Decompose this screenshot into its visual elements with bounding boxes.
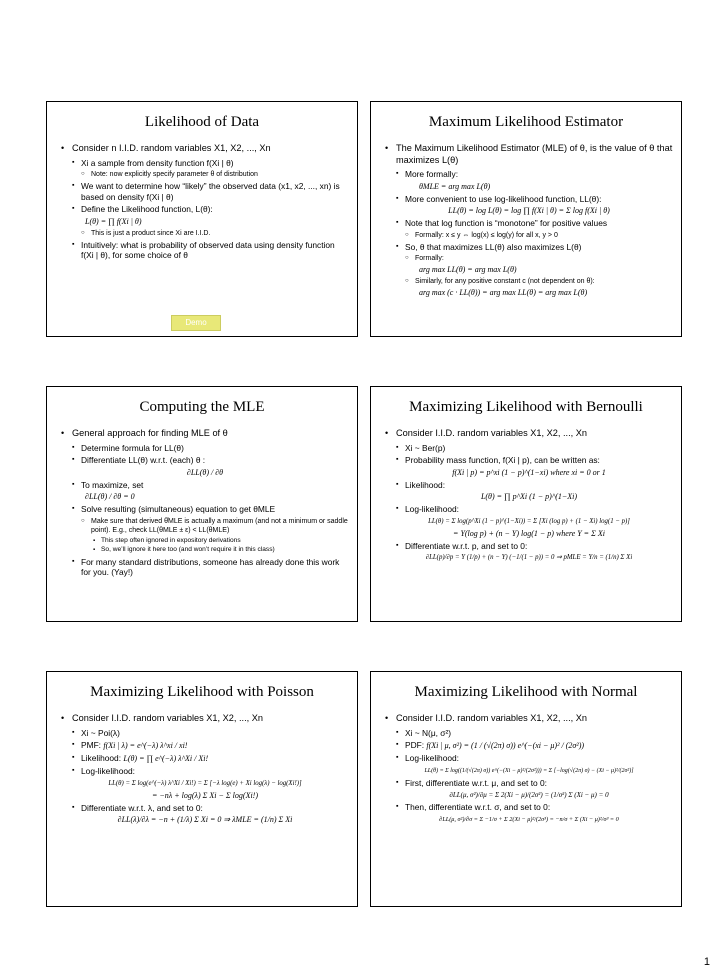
bullet: ▪ Differentiate w.r.t. λ, and set to 0: bbox=[61, 803, 349, 814]
equation: f(Xi | p) = p^xi (1 − p)^(1−xi) where xi = 0 or 1 bbox=[452, 467, 606, 477]
bullet: • Consider n I.I.D. random variables X1, X2, ..., Xn bbox=[61, 143, 349, 155]
slide-normal bbox=[370, 671, 682, 907]
bullet bbox=[61, 753, 349, 764]
bullet: ▪ So, θ that maximizes LL(θ) also maximizes L(θ) bbox=[385, 242, 673, 253]
bullet: ○ Similarly, for any positive constant c (not dependent on θ): bbox=[385, 277, 673, 286]
bullet: ▪ We want to determine how “likely” the observed data (x1, x2, ..., xn) is based on density f(Xi | θ) bbox=[61, 181, 349, 202]
slide-computing-the-mle bbox=[46, 386, 358, 622]
equation: L(θ) = ∏ f(Xi | θ) bbox=[85, 216, 142, 226]
equation: LL(θ) = Σ log(p^Xi (1 − p)^(1−Xi)) = Σ [Xi (log p) + (1 − Xi) log(1 − p)] bbox=[428, 517, 630, 525]
bullet: ○ Formally: x ≤ y ⇔ log(x) ≤ log(y) for all x, y > 0 bbox=[385, 231, 673, 240]
bullet: ▪ Intuitively: what is probability of observed data using density function f(Xi | θ), for some choice of θ bbox=[61, 240, 349, 261]
bullet: • Consider I.I.D. random variables X1, X2, ..., Xn bbox=[385, 713, 673, 725]
slide-maximum-likelihood-estimator bbox=[370, 101, 682, 337]
bullet: ▪ First, differentiate w.r.t. μ, and set to 0: bbox=[385, 778, 673, 789]
bullet: ▪ Log-likelihood: bbox=[61, 766, 349, 777]
bullet: ▪ Likelihood: bbox=[385, 480, 673, 491]
bullet: ▪ Differentiate LL(θ) w.r.t. (each) θ : bbox=[61, 455, 349, 466]
bullet: ▪ Differentiate w.r.t. p, and set to 0: bbox=[385, 541, 673, 552]
slide-title: Likelihood of Data bbox=[144, 114, 260, 130]
slide-title: Maximizing Likelihood with Normal bbox=[414, 684, 638, 700]
label: Likelihood: bbox=[81, 753, 122, 763]
equation: L(θ) = ∏ p^Xi (1 − p)^(1−Xi) bbox=[480, 492, 578, 501]
bullet: ○ Note: now explicitly specify parameter θ of distribution bbox=[61, 170, 349, 179]
equation: ∂LL(θ) / ∂θ = 0 bbox=[85, 492, 135, 501]
equation: θMLE = arg max L(θ) bbox=[419, 181, 491, 191]
page-number: 1 bbox=[703, 956, 710, 968]
label: PDF: bbox=[405, 740, 425, 750]
bullet: ▪ Xi a sample from density function f(Xi | θ) bbox=[61, 158, 349, 169]
bullet: • Consider I.I.D. random variables X1, X2, ..., Xn bbox=[385, 428, 673, 440]
bullet: ▪ Note that log function is “monotone” for positive values bbox=[385, 218, 673, 229]
equation: LL(θ) = Σ log(e^(−λ) λ^Xi / Xi!) = Σ [−λ log(e) + Xi log(λ) − log(Xi!)] bbox=[108, 779, 302, 787]
bullet: ▪ This step often ignored in expository derivations bbox=[61, 537, 349, 546]
bullet: ▪ Solve resulting (simultaneous) equation to get θMLE bbox=[61, 504, 349, 515]
equation: LL(θ) = log L(θ) = log ∏ f(Xi | θ) = Σ log f(Xi | θ) bbox=[448, 206, 610, 215]
equation: LL(θ) = Σ log((1/(√(2π) σ)) e^(−(Xi − μ)²/(2σ²))) = Σ [−log(√(2π) σ) − (Xi − μ)²/(2σ²)] bbox=[424, 767, 634, 774]
bullet: ▪ Xi ~ Ber(p) bbox=[385, 443, 673, 454]
equation: f(Xi | μ, σ²) = (1 / (√(2π) σ)) e^(−(xi − μ)² / (2σ²)) bbox=[426, 741, 585, 750]
bullet: ▪ Probability mass function, f(Xi | p), can be written as: bbox=[385, 455, 673, 466]
equation: ∂LL(θ) / ∂θ bbox=[186, 467, 224, 477]
bullet: • The Maximum Likelihood Estimator (MLE) of θ, is the value of θ that maximizes L(θ) bbox=[385, 143, 673, 166]
bullet: ▪ Xi ~ N(μ, σ²) bbox=[385, 728, 673, 739]
bullet: • Consider I.I.D. random variables X1, X2, ..., Xn bbox=[61, 713, 349, 725]
bullet: ▪ Log-likelihood: bbox=[385, 753, 673, 764]
bullet: ▪ More convenient to use log-likelihood function, LL(θ): bbox=[385, 194, 673, 205]
bullet: ○ Make sure that derived θ̂MLE is actually a maximum (and not a minimum or saddle point). E.g., check LL(θMLE ± ε) < LL(θMLE) bbox=[61, 517, 349, 535]
slide-title: Maximizing Likelihood with Poisson bbox=[90, 684, 314, 700]
equation: ∂LL(λ)/∂λ = −n + (1/λ) Σ Xi = 0 ⇒ λMLE = (1/n) Σ Xi bbox=[117, 815, 293, 824]
bullet: ▪ Define the Likelihood function, L(θ): bbox=[61, 204, 349, 215]
bullet: ▪ For many standard distributions, someone has already done this work for you. (Yay!) bbox=[61, 557, 349, 578]
equation: arg max LL(θ) = arg max L(θ) bbox=[419, 265, 517, 274]
slide-title: Maximizing Likelihood with Bernoulli bbox=[409, 399, 643, 415]
bullet: ▪ Determine formula for LL(θ) bbox=[61, 443, 349, 454]
slide-title: Maximum Likelihood Estimator bbox=[428, 114, 624, 130]
bullet: ▪ Then, differentiate w.r.t. σ, and set to 0: bbox=[385, 802, 673, 813]
equation: = Y(log p) + (n − Y) log(1 − p) where Y = Σ Xi bbox=[453, 528, 605, 538]
bullet: ▪ So, we’ll ignore it here too (and won’t require it in this class) bbox=[61, 546, 349, 555]
equation: ∂LL(μ, σ²)/∂μ = Σ 2(Xi − μ)/(2σ²) = (1/σ²) Σ (Xi − μ) = 0 bbox=[449, 791, 609, 799]
equation: = −nλ + log(λ) Σ Xi − Σ log(Xi!) bbox=[151, 790, 258, 800]
demo-button[interactable]: Demo bbox=[171, 315, 221, 331]
bullet: • General approach for finding MLE of θ bbox=[61, 428, 349, 440]
bullet: ○ This is just a product since Xi are I.I.D. bbox=[61, 229, 349, 238]
bullet bbox=[61, 740, 349, 751]
equation: L(θ) = ∏ e^(−λ) λ^Xi / Xi! bbox=[123, 754, 209, 763]
slide-bernoulli bbox=[370, 386, 682, 622]
equation: f(Xi | λ) = e^(−λ) λ^xi / xi! bbox=[103, 741, 188, 750]
slide-title: Computing the MLE bbox=[139, 399, 265, 415]
bullet: ▪ More formally: bbox=[385, 169, 673, 180]
equation: ∂LL(μ, σ²)/∂σ = Σ −1/σ + Σ 2(Xi − μ)²/(2σ³) = −n/σ + Σ (Xi − μ)²/σ³ = 0 bbox=[439, 815, 619, 823]
bullet bbox=[385, 740, 673, 751]
bullet: ▪ Log-likelihood: bbox=[385, 504, 673, 515]
bullet: ▪ Xi ~ Poi(λ) bbox=[61, 728, 349, 739]
slide-poisson bbox=[46, 671, 358, 907]
label: PMF: bbox=[81, 740, 102, 750]
slide-likelihood-of-data bbox=[46, 101, 358, 337]
bullet: ○ Formally: bbox=[385, 254, 673, 263]
bullet: ▪ To maximize, set bbox=[61, 480, 349, 491]
equation: ∂LL(p)/∂p = Y (1/p) + (n − Y) (−1/(1 − p)) = 0 ⇒ pMLE = Y/n = (1/n) Σ Xi bbox=[425, 554, 633, 561]
equation: arg max (c · LL(θ)) = arg max LL(θ) = arg max L(θ) bbox=[419, 288, 588, 297]
